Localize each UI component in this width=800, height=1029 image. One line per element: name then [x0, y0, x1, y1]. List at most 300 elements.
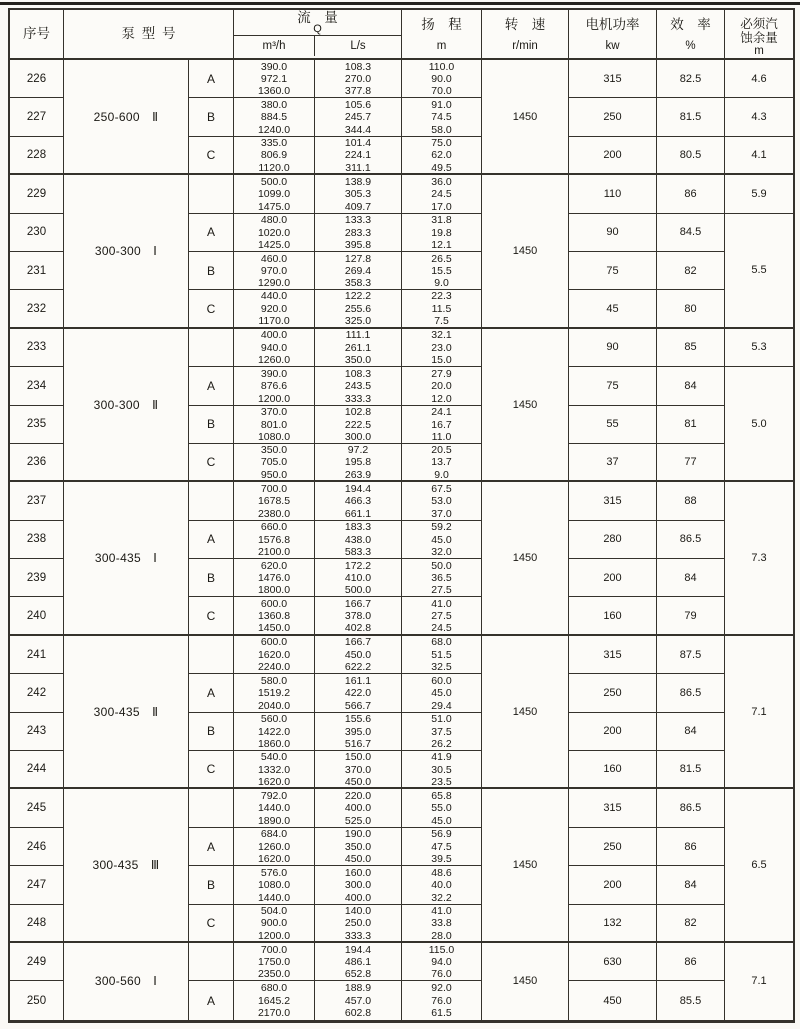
header-model-label: 泵 型 号 [121, 26, 176, 41]
head-cell-line: 12.1 [431, 238, 452, 251]
head-cell-line: 20.0 [431, 380, 452, 393]
flow-ls-cell-line: 220.0 [344, 790, 372, 803]
head-cell [402, 406, 482, 444]
header-speed [482, 10, 569, 60]
flow-m3h-cell-line: 2040.0 [257, 699, 291, 712]
variant-cell: C [189, 751, 234, 789]
variant-cell: A [189, 367, 234, 405]
head-cell-line: 9.0 [434, 277, 449, 290]
flow-m3h-cell-line: 1290.0 [257, 277, 291, 290]
flow-m3h-cell-line: 920.0 [260, 302, 288, 315]
flow-m3h-cell-line: 1450.0 [257, 622, 291, 635]
header-power-unit: kw [605, 40, 620, 52]
eff-cell: 86.5 [657, 789, 725, 827]
serial-cell: 250 [10, 981, 64, 1019]
flow-ls-cell-line: 566.7 [344, 699, 372, 712]
head-cell-line: 70.0 [431, 85, 452, 98]
flow-m3h-cell-line: 1519.2 [257, 687, 291, 700]
head-cell-line: 49.5 [431, 161, 452, 174]
flow-m3h-cell-line: 1645.2 [257, 994, 291, 1007]
flow-ls-cell [315, 713, 402, 751]
eff-cell: 85 [657, 329, 725, 367]
head-cell-line: 41.0 [431, 597, 452, 610]
head-cell-line: 55.0 [431, 802, 452, 815]
power-cell: 630 [569, 943, 657, 981]
flow-m3h-cell-line: 1620.0 [257, 648, 291, 661]
head-cell-line: 11.0 [431, 430, 452, 443]
header-power [569, 10, 657, 60]
head-cell-line: 32.5 [431, 661, 452, 674]
flow-m3h-cell-line: 1240.0 [257, 123, 291, 136]
flow-ls-cell-line: 160.0 [344, 866, 372, 879]
variant-cell: B [189, 252, 234, 290]
head-cell [402, 214, 482, 252]
flow-m3h-cell-line: 1476.0 [257, 572, 291, 585]
header-flow-units [234, 36, 401, 56]
flow-ls-cell-line: 395.0 [344, 725, 372, 738]
eff-cell: 79 [657, 597, 725, 635]
flow-m3h-cell-line: 1200.0 [257, 392, 291, 405]
flow-ls-cell-line: 188.9 [344, 982, 372, 995]
speed-cell: 1450 [482, 789, 569, 943]
head-cell-line: 22.3 [431, 290, 452, 303]
flow-m3h-cell [234, 713, 315, 751]
flow-m3h-cell-line: 900.0 [260, 917, 288, 930]
flow-m3h-cell-line: 1170.0 [258, 315, 290, 328]
flow-ls-cell-line: 438.0 [344, 533, 372, 546]
power-cell: 200 [569, 559, 657, 597]
flow-m3h-cell-line: 1890.0 [257, 814, 291, 827]
flow-m3h-cell-line: 1425.0 [257, 238, 291, 251]
flow-m3h-cell-line: 560.0 [260, 713, 288, 726]
flow-m3h-cell-line: 460.0 [260, 252, 288, 265]
flow-m3h-cell-line: 1620.0 [257, 853, 291, 866]
power-cell: 450 [569, 981, 657, 1019]
header-serial [10, 10, 64, 60]
speed-cell: 1450 [482, 175, 569, 329]
flow-m3h-cell-line: 1260.0 [257, 840, 291, 853]
variant-cell: B [189, 713, 234, 751]
serial-cell: 239 [10, 559, 64, 597]
flow-ls-cell-line: 325.0 [344, 315, 372, 328]
power-cell: 200 [569, 137, 657, 175]
power-cell: 250 [569, 98, 657, 136]
head-cell-line: 37.5 [431, 725, 452, 738]
serial-cell: 247 [10, 866, 64, 904]
head-cell [402, 521, 482, 559]
flow-m3h-cell [234, 905, 315, 943]
eff-cell: 86.5 [657, 521, 725, 559]
header-flow-symbol: Q [313, 23, 322, 35]
head-cell-line: 11.5 [431, 302, 452, 315]
eff-cell: 77 [657, 444, 725, 482]
head-cell [402, 367, 482, 405]
eff-cell: 85.5 [657, 981, 725, 1019]
flow-ls-cell-line: 311.1 [345, 161, 371, 174]
flow-m3h-cell-line: 600.0 [260, 597, 288, 610]
serial-cell: 231 [10, 252, 64, 290]
head-cell-line: 32.1 [431, 329, 452, 342]
flow-ls-cell-line: 269.4 [344, 264, 372, 277]
head-cell-line: 16.7 [431, 418, 452, 431]
flow-m3h-cell-line: 576.0 [260, 866, 288, 879]
speed-cell: 1450 [482, 943, 569, 1020]
flow-m3h-cell-line: 700.0 [260, 943, 288, 956]
flow-ls-cell [315, 943, 402, 981]
header-efficiency-label: 效 率 [670, 17, 711, 32]
flow-m3h-cell [234, 406, 315, 444]
head-cell-line: 67.5 [431, 482, 452, 495]
flow-m3h-cell-line: 660.0 [260, 521, 288, 534]
head-cell-line: 75.0 [431, 136, 452, 149]
flow-m3h-cell [234, 559, 315, 597]
flow-m3h-cell-line: 500.0 [260, 175, 288, 188]
serial-cell: 234 [10, 367, 64, 405]
flow-m3h-cell-line: 620.0 [260, 559, 288, 572]
power-cell: 200 [569, 866, 657, 904]
head-cell-line: 37.0 [431, 507, 452, 520]
flow-ls-cell-line: 105.6 [344, 98, 372, 111]
flow-m3h-cell-line: 2100.0 [257, 546, 291, 559]
variant-cell: A [189, 214, 234, 252]
head-cell-line: 61.5 [431, 1007, 452, 1020]
head-cell-line: 9.0 [434, 468, 449, 481]
flow-m3h-cell [234, 789, 315, 827]
flow-ls-cell-line: 138.9 [344, 175, 372, 188]
head-cell-line: 27.9 [431, 367, 452, 380]
flow-m3h-cell-line: 1620.0 [257, 775, 291, 788]
speed-cell: 1450 [482, 329, 569, 483]
npsh-cell: 4.6 [725, 60, 793, 98]
header-flow-unit-m3h: m³/h [234, 36, 315, 56]
eff-cell: 80.5 [657, 137, 725, 175]
flow-m3h-cell [234, 597, 315, 635]
serial-cell: 236 [10, 444, 64, 482]
flow-m3h-cell [234, 828, 315, 866]
npsh-cell: 7.3 [725, 482, 793, 636]
flow-ls-cell [315, 214, 402, 252]
power-cell: 55 [569, 406, 657, 444]
speed-cell: 1450 [482, 60, 569, 175]
head-cell-line: 92.0 [431, 982, 452, 995]
eff-cell: 81 [657, 406, 725, 444]
flow-m3h-cell-line: 600.0 [260, 636, 288, 649]
flow-ls-cell [315, 137, 402, 175]
flow-m3h-cell-line: 1440.0 [257, 891, 291, 904]
flow-ls-cell-line: 150.0 [344, 751, 372, 764]
flow-ls-cell-line: 370.0 [344, 763, 372, 776]
header-flow-top [234, 10, 401, 36]
flow-ls-cell-line: 243.5 [344, 380, 372, 393]
model-cell: 300-560 Ⅰ [64, 943, 189, 1020]
header-npsh-label-line2: 蚀余量 [740, 30, 778, 45]
flow-m3h-cell-line: 1576.8 [257, 533, 291, 546]
flow-m3h-cell [234, 482, 315, 520]
flow-ls-cell [315, 521, 402, 559]
header-npsh-unit: m [754, 45, 764, 57]
head-cell-line: 45.0 [431, 814, 452, 827]
flow-ls-cell-line: 270.0 [344, 73, 372, 85]
flow-m3h-cell-line: 680.0 [260, 982, 288, 995]
flow-ls-cell-line: 161.1 [344, 674, 372, 687]
flow-m3h-cell [234, 214, 315, 252]
flow-m3h-cell [234, 252, 315, 290]
flow-m3h-cell-line: 970.0 [260, 264, 288, 277]
model-cell: 300-300 Ⅱ [64, 329, 189, 483]
eff-cell: 86 [657, 175, 725, 213]
head-cell-line: 53.0 [431, 495, 452, 508]
flow-m3h-cell-line: 1475.0 [257, 200, 291, 213]
flow-ls-cell-line: 450.0 [344, 853, 372, 866]
variant-cell [189, 943, 234, 981]
flow-ls-cell-line: 500.0 [344, 584, 372, 597]
serial-cell: 230 [10, 214, 64, 252]
flow-ls-cell-line: 194.4 [344, 482, 372, 495]
flow-ls-cell-line: 300.0 [344, 879, 372, 892]
flow-ls-cell-line: 525.0 [344, 814, 372, 827]
flow-m3h-cell [234, 175, 315, 213]
npsh-cell: 4.1 [725, 137, 793, 175]
head-cell-line: 50.0 [431, 559, 452, 572]
variant-cell: C [189, 597, 234, 635]
flow-ls-cell [315, 406, 402, 444]
flow-ls-cell-line: 122.2 [344, 290, 372, 303]
head-cell-line: 27.5 [431, 584, 452, 597]
head-cell-line: 27.5 [431, 609, 452, 622]
power-cell: 315 [569, 60, 657, 98]
head-cell-line: 24.5 [431, 188, 452, 201]
flow-m3h-cell-line: 1080.0 [257, 879, 291, 892]
head-cell-line: 15.0 [431, 354, 452, 367]
head-cell-line: 15.5 [431, 264, 452, 277]
flow-ls-cell [315, 444, 402, 482]
flow-ls-cell-line: 101.4 [344, 136, 372, 149]
flow-m3h-cell-line: 380.0 [260, 98, 288, 111]
flow-ls-cell-line: 108.3 [344, 60, 372, 73]
power-cell: 315 [569, 482, 657, 520]
head-cell-line: 12.0 [431, 392, 452, 405]
flow-ls-cell [315, 482, 402, 520]
flow-ls-cell-line: 224.1 [344, 149, 372, 162]
head-cell-line: 23.5 [431, 775, 452, 788]
flow-m3h-cell-line: 1800.0 [257, 584, 291, 597]
flow-ls-cell-line: 583.3 [344, 546, 372, 559]
flow-ls-cell-line: 222.5 [344, 418, 372, 431]
head-cell [402, 828, 482, 866]
variant-cell: A [189, 60, 234, 98]
head-cell-line: 45.0 [431, 687, 452, 700]
header-efficiency [657, 10, 725, 60]
head-cell [402, 559, 482, 597]
variant-cell: A [189, 981, 234, 1019]
variant-cell: A [189, 521, 234, 559]
flow-m3h-cell-line: 370.0 [260, 406, 288, 419]
head-cell [402, 444, 482, 482]
power-cell: 315 [569, 789, 657, 827]
head-cell [402, 713, 482, 751]
flow-m3h-cell-line: 806.9 [260, 149, 288, 162]
flow-m3h-cell-line: 876.6 [260, 380, 288, 393]
head-cell [402, 636, 482, 674]
power-cell: 75 [569, 252, 657, 290]
variant-cell: C [189, 444, 234, 482]
model-cell: 300-435 Ⅲ [64, 789, 189, 943]
flow-m3h-cell-line: 2170.0 [257, 1007, 291, 1020]
eff-cell: 81.5 [657, 751, 725, 789]
head-cell-line: 51.5 [431, 648, 452, 661]
header-speed-unit: r/min [512, 40, 538, 52]
serial-cell: 229 [10, 175, 64, 213]
head-cell-line: 26.5 [431, 252, 452, 265]
flow-ls-cell-line: 155.6 [344, 713, 372, 726]
power-cell: 90 [569, 329, 657, 367]
flow-m3h-cell-line: 2350.0 [257, 968, 291, 981]
variant-cell: A [189, 674, 234, 712]
page-top-rule [0, 2, 800, 5]
header-flow [234, 10, 402, 60]
head-cell-line: 30.5 [431, 763, 452, 776]
flow-ls-cell-line: 402.8 [344, 622, 372, 635]
head-cell [402, 905, 482, 943]
eff-cell: 84 [657, 866, 725, 904]
flow-ls-cell-line: 358.3 [344, 277, 372, 290]
flow-m3h-cell-line: 1678.5 [257, 495, 291, 508]
flow-m3h-cell-line: 390.0 [260, 60, 288, 73]
flow-ls-cell-line: 377.8 [344, 85, 372, 98]
power-cell: 280 [569, 521, 657, 559]
flow-m3h-cell [234, 751, 315, 789]
header-flow-label: 流 量 [297, 10, 338, 25]
flow-m3h-cell-line: 792.0 [260, 790, 288, 803]
head-cell-line: 91.0 [431, 98, 452, 111]
flow-m3h-cell-line: 940.0 [260, 341, 288, 354]
flow-ls-cell [315, 981, 402, 1019]
variant-cell: B [189, 866, 234, 904]
header-npsh-label-line1: 必须汽 [740, 17, 778, 31]
eff-cell: 86.5 [657, 674, 725, 712]
head-cell-line: 31.8 [431, 214, 452, 227]
flow-m3h-cell-line: 1080.0 [257, 430, 291, 443]
variant-cell: C [189, 905, 234, 943]
eff-cell: 88 [657, 482, 725, 520]
head-cell-line: 13.7 [431, 456, 452, 469]
head-cell-line: 115.0 [428, 943, 455, 956]
head-cell-line: 24.5 [431, 622, 452, 635]
eff-cell: 84 [657, 713, 725, 751]
flow-ls-cell [315, 252, 402, 290]
flow-m3h-cell-line: 400.0 [260, 329, 288, 342]
flow-ls-cell-line: 140.0 [344, 904, 372, 917]
flow-ls-cell [315, 789, 402, 827]
npsh-cell: 7.1 [751, 975, 767, 988]
head-cell-line: 60.0 [431, 674, 452, 687]
flow-m3h-cell-line: 972.1 [260, 73, 288, 85]
flow-ls-cell-line: 194.4 [344, 943, 372, 956]
flow-ls-cell-line: 333.3 [344, 929, 372, 942]
npsh-cell: 4.3 [725, 98, 793, 136]
head-cell-line: 29.4 [431, 699, 452, 712]
eff-cell: 82.5 [657, 60, 725, 98]
flow-m3h-cell-line: 1332.0 [257, 763, 291, 776]
power-cell: 250 [569, 828, 657, 866]
flow-m3h-cell-line: 335.0 [260, 136, 288, 149]
flow-ls-cell-line: 350.0 [344, 840, 372, 853]
header-head-unit: m [436, 40, 447, 52]
head-cell-line: 24.1 [431, 406, 452, 419]
head-cell-line: 20.5 [431, 444, 452, 456]
flow-m3h-cell [234, 98, 315, 136]
variant-cell [189, 329, 234, 367]
eff-cell: 86 [657, 943, 725, 981]
flow-ls-cell [315, 597, 402, 635]
serial-cell: 241 [10, 636, 64, 674]
flow-ls-cell-line: 378.0 [344, 609, 372, 622]
head-cell [402, 290, 482, 328]
head-cell-line: 41.0 [431, 904, 452, 917]
power-cell: 45 [569, 290, 657, 328]
flow-m3h-cell-line: 504.0 [260, 904, 288, 917]
flow-ls-cell-line: 195.8 [344, 456, 372, 469]
model-cell: 250-600 Ⅱ [64, 60, 189, 175]
head-cell-line: 36.0 [431, 175, 452, 188]
head-cell-line: 68.0 [431, 636, 452, 649]
head-cell [402, 98, 482, 136]
serial-cell: 238 [10, 521, 64, 559]
head-cell-line: 74.5 [431, 111, 452, 124]
flow-m3h-cell-line: 1360.8 [257, 609, 291, 622]
flow-ls-cell-line: 245.7 [344, 111, 372, 124]
eff-cell: 84 [657, 559, 725, 597]
serial-cell: 242 [10, 674, 64, 712]
pump-spec-table [8, 8, 795, 1023]
flow-m3h-cell-line: 1020.0 [257, 226, 291, 239]
power-cell: 160 [569, 751, 657, 789]
serial-cell: 235 [10, 406, 64, 444]
variant-cell: C [189, 137, 234, 175]
eff-cell: 87.5 [657, 636, 725, 674]
flow-ls-cell [315, 905, 402, 943]
flow-ls-cell-line: 486.1 [344, 955, 372, 968]
flow-m3h-cell-line: 1440.0 [257, 802, 291, 815]
flow-m3h-cell-line: 884.5 [260, 111, 288, 124]
power-cell: 110 [569, 175, 657, 213]
flow-ls-cell-line: 283.3 [344, 226, 372, 239]
power-cell: 132 [569, 905, 657, 943]
eff-cell: 81.5 [657, 98, 725, 136]
flow-m3h-cell-line: 950.0 [260, 468, 288, 481]
head-cell [402, 674, 482, 712]
eff-cell: 84.5 [657, 214, 725, 252]
serial-cell: 246 [10, 828, 64, 866]
head-cell-line: 23.0 [431, 341, 452, 354]
power-cell: 160 [569, 597, 657, 635]
serial-cell: 232 [10, 290, 64, 328]
flow-m3h-cell-line: 705.0 [260, 456, 288, 469]
head-cell [402, 866, 482, 904]
flow-m3h-cell-line: 540.0 [260, 751, 288, 764]
flow-ls-cell-line: 450.0 [344, 648, 372, 661]
flow-ls-cell-line: 190.0 [344, 828, 372, 841]
head-cell-line: 56.9 [431, 828, 452, 841]
flow-m3h-cell [234, 521, 315, 559]
flow-ls-cell-line: 602.8 [344, 1007, 372, 1020]
flow-m3h-cell [234, 866, 315, 904]
npsh-cell: 5.9 [725, 175, 793, 213]
eff-cell: 82 [657, 252, 725, 290]
power-cell: 315 [569, 636, 657, 674]
head-cell-line: 28.0 [431, 929, 452, 942]
flow-m3h-cell-line: 684.0 [260, 828, 288, 841]
